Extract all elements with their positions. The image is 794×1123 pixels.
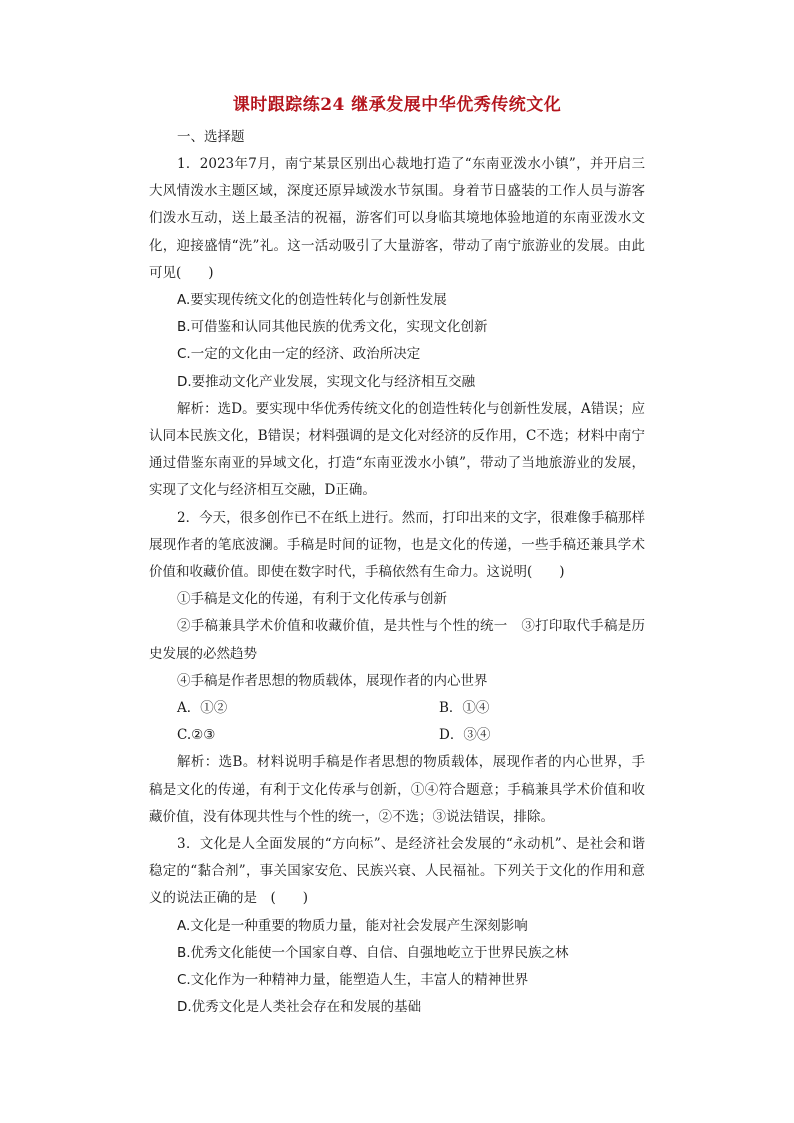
page-title: 课时跟踪练24 继承发展中华优秀传统文化 xyxy=(232,95,562,115)
option-c: C.②③ xyxy=(177,727,216,744)
option-a: A.要实现传统文化的创造性转化与创新性发展 xyxy=(177,292,447,309)
option-d: D．③④ xyxy=(439,727,491,744)
option-b: B.可借鉴和认同其他民族的优秀文化，实现文化创新 xyxy=(177,319,488,336)
question-stem: 2．今天，很多创作已不在纸上进行。然而，打印出来的文字，很难像手稿那样展现作者的笔底波澜。手稿是时间的证物，也是文化的传递，一些手稿还兼具学术价值和收藏价值。即使在数字时代，手稿依然有生命力。这说明( ) xyxy=(149,509,645,581)
section-heading: 一、选择题 xyxy=(177,129,245,145)
option-row-cd xyxy=(149,722,645,749)
question-analysis: 解析：选D。要实现中华优秀传统文化的创造性转化与创新性发展，A错误；应认同本民族文化，B错误；材料强调的是文化对经济的反作用，C不选；材料中南宁通过借鉴东南亚的异域文化，打造“东南亚泼水小镇”，带动了当地旅游业的发展，实现了文化与经济相互交融，D正确。 xyxy=(149,400,645,499)
document-page xyxy=(149,92,645,1022)
question-analysis: 解析：选B。材料说明手稿是作者思想的物质载体，展现作者的内心世界，手稿是文化的传递，有利于文化传承与创新，①④符合题意；手稿兼具学术价值和收藏价值，没有体现共性与个性的统一，②不选；③说法错误，排除。 xyxy=(149,754,645,825)
option-a: A．①② xyxy=(177,700,228,717)
statement-1: ①手稿是文化的传递，有利于文化传承与创新 xyxy=(177,591,447,608)
option-row-ab xyxy=(149,695,645,722)
question-stem: 1．2023年7月，南宁某景区别出心裁地打造了“东南亚泼水小镇”，并开启三大风情泼水主题区域，深度还原异域泼水节氛围。身着节日盛装的工作人员与游客们泼水互动，送上最圣洁的祝福，游客们可以身临其境地体验地道的东南亚泼水文化，迎接盛情“洗”礼。这一活动吸引了大量游客，带动了南宁旅游业的发展。由此可见( ) xyxy=(149,156,645,281)
option-c: C.文化作为一种精神力量，能塑造人生，丰富人的精神世界 xyxy=(177,972,529,989)
statement-2-3: ②手稿兼具学术价值和收藏价值，是共性与个性的统一 ③打印取代手稿是历史发展的必然趋势 xyxy=(149,618,645,662)
question-2 xyxy=(149,505,645,831)
option-b: B．①④ xyxy=(439,700,490,717)
option-c: C.一定的文化由一定的经济、政治所决定 xyxy=(177,346,421,363)
option-a: A.文化是一种重要的物质力量，能对社会发展产生深刻影响 xyxy=(177,917,528,934)
statement-4: ④手稿是作者思想的物质载体，展现作者的内心世界 xyxy=(177,672,488,689)
question-3 xyxy=(149,831,645,1021)
option-d: D.优秀文化是人类社会存在和发展的基础 xyxy=(177,999,422,1016)
option-d: D.要推动文化产业发展，实现文化与经济相互交融 xyxy=(177,373,476,390)
option-b: B.优秀文化能使一个国家自尊、自信、自强地屹立于世界民族之林 xyxy=(177,944,569,961)
question-stem: 3．文化是人全面发展的“方向标”、是经济社会发展的“永动机”、是社会和谐稳定的“黏合剂”，事关国家安危、民族兴衰、人民福祉。下列关于文化的作用和意义的说法正确的是 ( ) xyxy=(149,836,645,907)
question-1 xyxy=(149,151,645,505)
